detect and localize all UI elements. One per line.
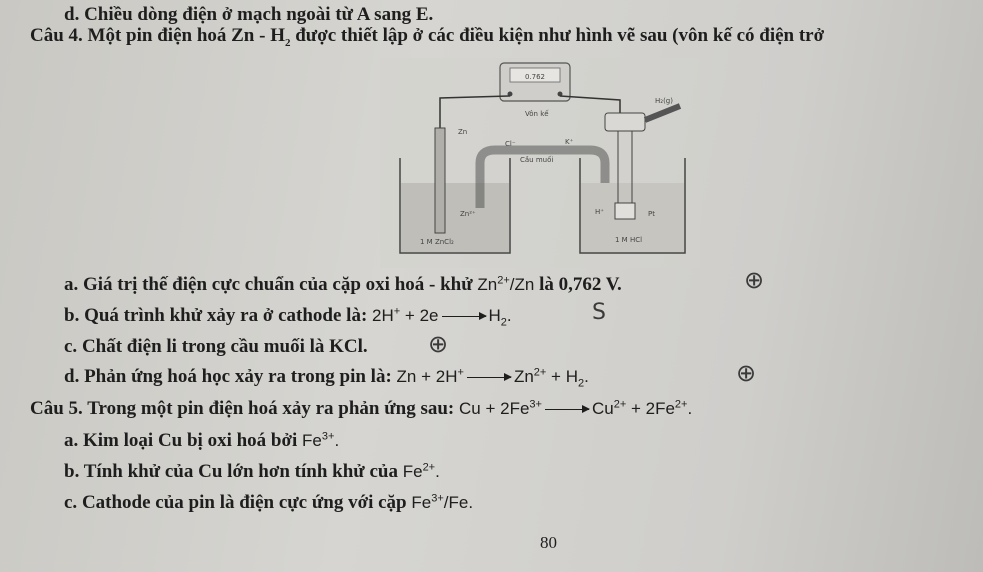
handwritten-mark-icon: ⊕ bbox=[736, 359, 757, 387]
left-solution-label: 1 M ZnCl₂ bbox=[420, 238, 454, 246]
right-solution-label: 1 M HCl bbox=[615, 236, 643, 244]
handwritten-mark-icon: ⊕ bbox=[744, 266, 765, 294]
platinum-label: Pt bbox=[648, 210, 655, 218]
reaction-equation: Zn + 2H+ $Zn^{2+} + H_2$. bbox=[396, 366, 589, 390]
hydrogen-ion-label: H⁺ bbox=[595, 208, 604, 216]
chloride-label: Cl⁻ bbox=[505, 140, 516, 148]
reaction-arrow-icon bbox=[442, 316, 486, 317]
option-label: c. bbox=[64, 492, 78, 513]
electrochemical-cell-diagram bbox=[380, 58, 700, 268]
question-text-a: Một pin điện hoá Zn - H bbox=[87, 25, 285, 46]
question-text: Trong một pin điện hoá xảy ra phản ứng sau: bbox=[87, 398, 455, 419]
option-text: Chiều dòng điện ở mạch ngoài từ A sang E. bbox=[84, 4, 434, 25]
hydrogen-electrode-cap bbox=[605, 113, 645, 131]
option-label: a. bbox=[64, 430, 79, 451]
question-text-b: được thiết lập ở các điều kiện như hình vẽ sau (vôn kế có điện trở bbox=[290, 25, 825, 46]
q5-option-b bbox=[64, 461, 440, 483]
voltmeter-reading: 0.762 bbox=[524, 73, 546, 81]
option-text: Tính khử của Cu lớn hơn tính khử của bbox=[83, 461, 398, 482]
ion-formula: $Fe^{2+}$. bbox=[402, 461, 440, 481]
question-subscript: 2 bbox=[284, 36, 291, 49]
q4-option-a bbox=[64, 274, 622, 296]
salt-bridge-label: Cầu muối bbox=[520, 156, 554, 164]
reaction-equation: 2H+ + 2e $H_2$. bbox=[372, 305, 512, 329]
option-text: Giá trị thế điện cực chuẩn của cặp oxi hoá - khử bbox=[83, 274, 473, 295]
option-tail: là 0,762 V. bbox=[539, 274, 622, 295]
question-label: Câu 4. bbox=[30, 25, 83, 46]
zinc-electrode bbox=[435, 128, 445, 233]
handwritten-mark-icon: ⊕ bbox=[428, 330, 449, 358]
redox-pair: $Zn^{2+}/Zn$ bbox=[477, 274, 535, 294]
option-text: Quá trình khử xảy ra ở cathode là: bbox=[84, 305, 368, 326]
hydrogen-gas-label: H₂(g) bbox=[655, 97, 673, 105]
option-label: c. bbox=[64, 336, 78, 357]
potassium-label: K⁺ bbox=[565, 138, 574, 146]
q5-option-c bbox=[64, 492, 473, 514]
option-label: d. bbox=[64, 4, 80, 25]
reaction-equation: $Cu + 2Fe^{3+}$ $Cu^{2+} + 2Fe^{2+}$. bbox=[459, 398, 693, 418]
q4-option-d bbox=[64, 366, 589, 389]
ion-formula: $Fe^{3+}$. bbox=[302, 430, 340, 450]
option-text: Cathode của pin là điện cực ứng với cặp bbox=[81, 492, 407, 513]
q4-intro bbox=[30, 25, 824, 49]
page-number: 80 bbox=[540, 533, 557, 552]
option-label: b. bbox=[64, 305, 80, 326]
q5-intro bbox=[30, 398, 692, 420]
voltmeter-label: Vôn kế bbox=[525, 110, 549, 118]
option-label: a. bbox=[64, 274, 79, 295]
q4-option-b bbox=[64, 305, 512, 328]
handwritten-mark-icon: S bbox=[592, 300, 606, 325]
option-text: Kim loại Cu bị oxi hoá bởi bbox=[83, 430, 298, 451]
option-label: d. bbox=[64, 366, 80, 387]
option-label: b. bbox=[64, 461, 80, 482]
zinc-label: Zn bbox=[458, 128, 468, 136]
platinum-plate bbox=[615, 203, 635, 219]
q5-option-a bbox=[64, 430, 339, 452]
reaction-arrow-icon bbox=[467, 377, 511, 378]
q3-option-d bbox=[64, 4, 433, 26]
option-text: Phản ứng hoá học xảy ra trong pin là: bbox=[84, 366, 392, 387]
option-text: Chất điện li trong cầu muối là KCl. bbox=[81, 336, 368, 357]
question-label: Câu 5. bbox=[30, 398, 83, 419]
reaction-arrow-icon bbox=[545, 409, 589, 410]
zinc-ion-label: Zn²⁺ bbox=[460, 210, 476, 218]
ion-formula: $Fe^{3+}/Fe$. bbox=[411, 492, 474, 512]
q4-option-c bbox=[64, 336, 368, 358]
